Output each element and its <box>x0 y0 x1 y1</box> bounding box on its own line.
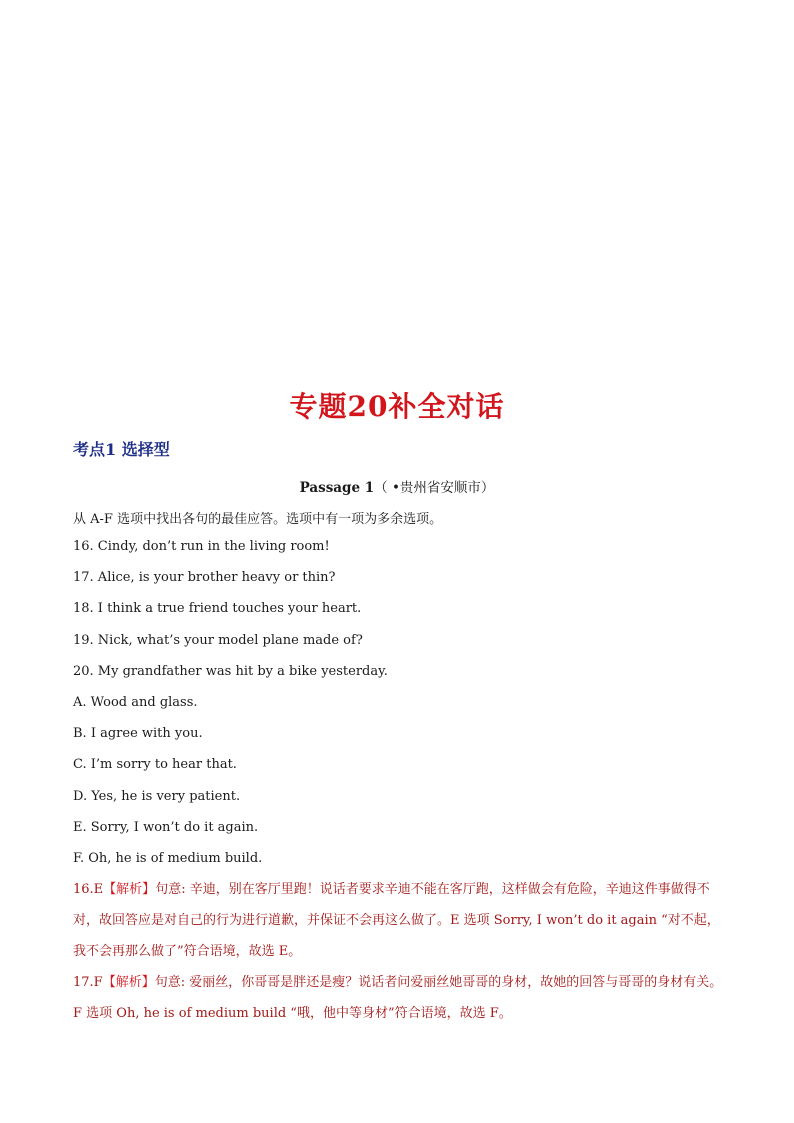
answer-text: 句意: 爱丽丝，你哥哥是胖还是瘦？说话者问爱丽丝她哥哥的身材，故她的回答与哥哥的身材有关。F 选项 Oh, he is of medium build “哦，他中等身材”符合语境，故选 F。 <box>73 975 723 1021</box>
option-item: F. Oh, he is of medium build. <box>73 851 263 866</box>
question-item: 17. Alice, is your brother heavy or thin? <box>73 570 336 585</box>
instruction: 从 A-F 选项中找出各句的最佳应答。选项中有一项为多余选项。 <box>73 512 443 527</box>
page-title: 专题20补全对话 <box>289 390 505 423</box>
passage-name: Passage 1 <box>299 480 375 496</box>
option-item: A. Wood and glass. <box>73 695 198 710</box>
option-item: C. I’m sorry to hear that. <box>73 757 237 772</box>
passage-source: （ •贵州省安顺市） <box>374 480 495 496</box>
question-item: 19. Nick, what’s your model plane made of? <box>73 633 363 648</box>
answer-number: 16.E <box>73 882 104 897</box>
question-item: 16. Cindy, don’t run in the living room! <box>73 539 330 554</box>
answer-text: 句意: 辛迪，别在客厅里跑！说话者要求辛迪不能在客厅跑，这样做会有危险，辛迪这件事做得不对，故回答应是对自己的行为进行道歉，并保证不会再这么做了。E 选项 Sorry, I won’t do it again “对不起，我不会再那么做了”符合语境，故选 E。 <box>73 882 720 959</box>
answer-number: 17.F <box>73 975 103 990</box>
analysis-tag: 【解析】 <box>102 975 155 990</box>
section-heading: 考点1 选择型 <box>73 440 170 459</box>
option-item: E. Sorry, I won’t do it again. <box>73 820 259 835</box>
option-item: D. Yes, he is very patient. <box>73 789 241 804</box>
passage-heading <box>0 476 794 496</box>
answer-explanation <box>73 874 723 967</box>
question-item: 20. My grandfather was hit by a bike yesterday. <box>73 664 388 679</box>
question-item: 18. I think a true friend touches your heart. <box>73 601 362 616</box>
option-item: B. I agree with you. <box>73 726 203 741</box>
answer-explanation <box>73 967 723 1029</box>
analysis-tag: 【解析】 <box>103 882 156 897</box>
